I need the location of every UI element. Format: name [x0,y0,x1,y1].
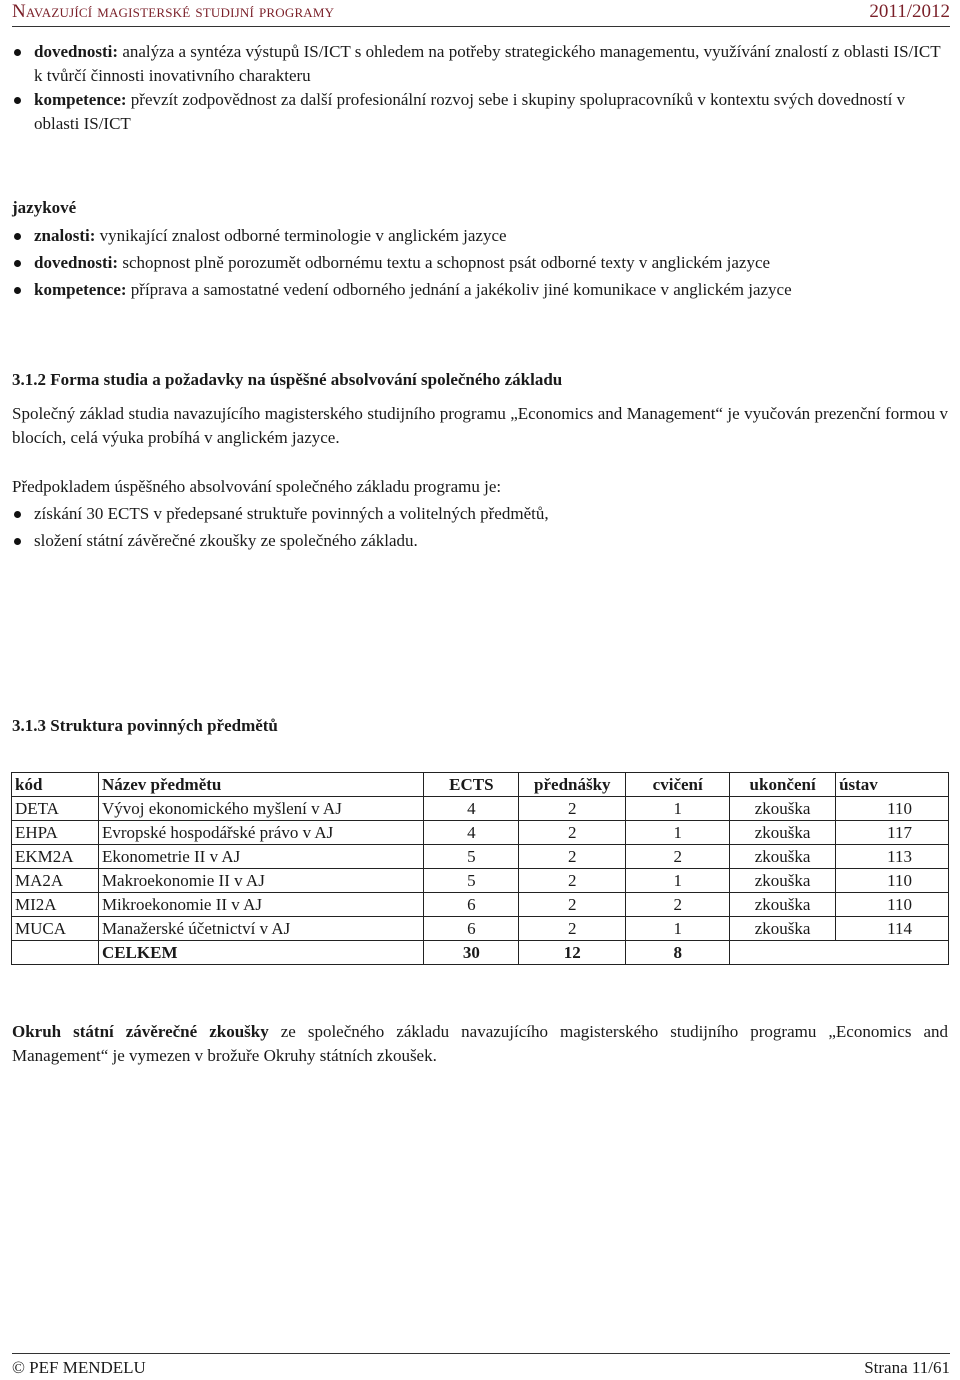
item-text: analýza a syntéza výstupů IS/ICT s ohledem na potřeby strategického managementu, využívání znalostí z oblasti IS/ICT k tvůrčí činnosti inovativního charakteru [34,42,941,85]
column-header: ECTS [424,773,519,797]
exam-paragraph [0,1020,960,1068]
header-title: Navazující magisterské studijní programy [12,1,335,22]
cell-code: MI2A [12,893,99,917]
section-313 [0,714,960,738]
cell-name: Mikroekonomie II v AJ [98,893,424,917]
list-item [0,251,960,275]
cell-code: MUCA [12,917,99,941]
cell-lectures: 2 [519,797,626,821]
cell-completion: zkouška [730,797,836,821]
cell-ects: 5 [424,845,519,869]
exam-text: ze společného základu navazujícího magisterského studijního programu „Economics and Management“ je vymezen v brožuře Okruhy státních zkoušek. [12,1022,948,1065]
cell-department: 110 [836,797,949,821]
bullet-icon [14,538,21,545]
language-heading: jazykové [12,198,77,217]
column-header: kód [12,773,99,797]
table-row [12,845,949,869]
section-heading: 3.1.2 Forma studia a požadavky na úspěšné absolvování společného základu [12,370,563,389]
section-312 [0,368,960,553]
requirements-intro: Předpokladem úspěšného absolvování společného základu programu je: [12,477,502,496]
table-row [12,797,949,821]
table-header-row [12,773,949,797]
bullet-icon [14,511,21,518]
cell-lectures: 2 [519,893,626,917]
cell-name: Ekonometrie II v AJ [98,845,424,869]
total-lectures: 12 [519,941,626,965]
cell-seminars: 1 [626,797,730,821]
total-label: CELKEM [98,941,424,965]
bullet-icon [14,287,21,294]
list-item [0,529,960,553]
cell-completion: zkouška [730,869,836,893]
table-total-row [12,941,949,965]
language-section [0,196,960,302]
cell-ects: 6 [424,917,519,941]
bullet-icon [14,233,21,240]
section-paragraph: Společný základ studia navazujícího magisterského studijního programu „Economics and Management“ je vyučován prezenční formou v blocích, celá výuka probíhá v anglickém jazyce. [12,404,948,447]
cell-department: 110 [836,893,949,917]
cell-ects: 4 [424,821,519,845]
cell-seminars: 2 [626,845,730,869]
column-header: přednášky [519,773,626,797]
cell-seminars: 1 [626,869,730,893]
cell-seminars: 1 [626,821,730,845]
cell-empty [730,941,836,965]
cell-department: 113 [836,845,949,869]
cell-lectures: 2 [519,917,626,941]
cell-completion: zkouška [730,917,836,941]
cell-department: 110 [836,869,949,893]
subjects-table [11,772,949,965]
item-label: kompetence: [34,90,127,109]
cell-name: Makroekonomie II v AJ [98,869,424,893]
list-item [0,224,960,248]
cell-seminars: 1 [626,917,730,941]
item-text: získání 30 ECTS v předepsané struktuře povinných a volitelných předmětů, [34,504,549,523]
item-text: příprava a samostatné vedení odborného jednání a jakékoliv jiné komunikace v anglickém jazyce [130,280,792,299]
exam-section [0,1020,960,1068]
cell-name: Vývoj ekonomického myšlení v AJ [98,797,424,821]
table-row [12,917,949,941]
cell-ects: 5 [424,869,519,893]
column-header: Název předmětu [98,773,424,797]
list-item [0,40,960,88]
cell-department: 117 [836,821,949,845]
cell-empty [836,941,949,965]
total-ects: 30 [424,941,519,965]
page-header [12,0,950,27]
footer-copyright: © PEF MENDELU [12,1358,146,1377]
table-row [12,821,949,845]
cell-completion: zkouška [730,893,836,917]
column-header: cvičení [626,773,730,797]
cell-department: 114 [836,917,949,941]
cell-ects: 4 [424,797,519,821]
cell-lectures: 2 [519,869,626,893]
cell-lectures: 2 [519,845,626,869]
column-header: ukončení [730,773,836,797]
cell-name: Manažerské účetnictví v AJ [98,917,424,941]
cell-seminars: 2 [626,893,730,917]
list-item [0,88,960,136]
section-heading: 3.1.3 Struktura povinných předmětů [12,716,278,735]
cell-code: DETA [12,797,99,821]
cell-name: Evropské hospodářské právo v AJ [98,821,424,845]
table-row [12,869,949,893]
total-seminars: 8 [626,941,730,965]
cell-ects: 6 [424,893,519,917]
header-year: 2011/2012 [869,1,950,22]
list-item [0,502,960,526]
item-text: schopnost plně porozumět odbornému textu a schopnost psát odborné texty v anglickém jazyce [122,253,771,272]
bullet-icon [14,260,21,267]
item-label: dovednosti: [34,253,119,272]
item-label: znalosti: [34,226,96,245]
item-text: vynikající znalost odborné terminologie v anglickém jazyce [99,226,507,245]
item-text: složení státní závěrečné zkoušky ze společného základu. [34,531,418,550]
competences-list [0,40,960,136]
cell-completion: zkouška [730,821,836,845]
page-footer [12,1353,950,1380]
column-header: ústav [836,773,949,797]
cell-lectures: 2 [519,821,626,845]
item-label: kompetence: [34,280,127,299]
cell-completion: zkouška [730,845,836,869]
exam-label: Okruh státní závěrečné zkoušky [12,1022,269,1041]
cell-code: MA2A [12,869,99,893]
bullet-icon [14,97,21,104]
table-row [12,893,949,917]
cell-empty [12,941,99,965]
bullet-icon [14,49,21,56]
page-number: Strana 11/61 [864,1358,950,1377]
cell-code: EKM2A [12,845,99,869]
list-item [0,278,960,302]
item-label: dovednosti: [34,42,119,61]
cell-code: EHPA [12,821,99,845]
item-text: převzít zodpovědnost za další profesionální rozvoj sebe i skupiny spolupracovníků v kontextu svých dovedností v oblasti IS/ICT [34,90,906,133]
